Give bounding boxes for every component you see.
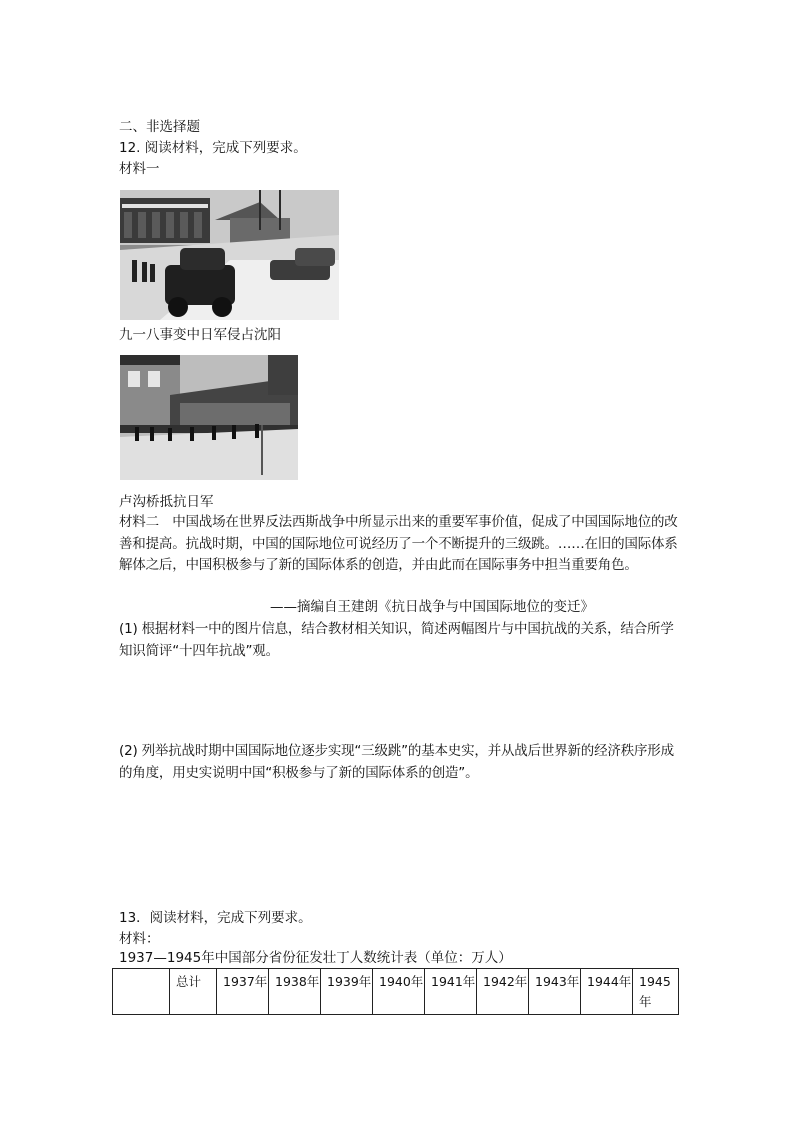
- table-header-cell: 1941年: [425, 969, 477, 1015]
- material2-source: ——摘编自王建朗《抗日战争与中国国际地位的变迁》: [270, 599, 594, 615]
- table-header-cell: 1944年: [581, 969, 633, 1015]
- lugouqiao-resistance-photo: [120, 355, 298, 480]
- q12-part2: (2) 列举抗战时期中国国际地位逐步实现“三级跳”的基本史实，并从战后世界新的经济秩序形成的角度，用史实说明中国“积极参与了新的国际体系的创造”。: [119, 743, 674, 781]
- table-header-cell: 1942年: [477, 969, 529, 1015]
- table-header-cell: [113, 969, 170, 1015]
- q12-part1: (1) 根据材料一中的图片信息，结合教材相关知识，简述两幅图片与中国抗战的关系，结合所学知识简评“十四年抗战”观。: [119, 621, 674, 659]
- table-header-row: [113, 969, 679, 1015]
- caption-shenyang: 九一八事变中日军侵占沈阳: [119, 327, 281, 343]
- table-header-cell: 1939年: [321, 969, 373, 1015]
- table-title: 1937—1945年中国部分省份征发壮丁人数统计表（单位：万人）: [119, 950, 512, 966]
- q12-stem: 12. 阅读材料，完成下列要求。: [119, 140, 307, 156]
- table-header-cell: 1943年: [529, 969, 581, 1015]
- caption-lugouqiao: 卢沟桥抵抗日军: [119, 494, 214, 510]
- section-heading: 二、非选择题: [119, 119, 200, 135]
- conscription-table: [112, 968, 679, 1015]
- material1-label: 材料一: [119, 161, 160, 177]
- table-header-cell: 1937年: [217, 969, 269, 1015]
- shenyang-occupation-photo: [120, 190, 339, 320]
- table-header-cell: 1945年: [633, 969, 679, 1015]
- table-header-cell: 1938年: [269, 969, 321, 1015]
- table-header-cell: 总计: [170, 969, 217, 1015]
- q13-material-label: 材料：: [119, 931, 160, 947]
- table-header-cell: 1940年: [373, 969, 425, 1015]
- q13-stem: 13．阅读材料，完成下列要求。: [119, 910, 312, 926]
- material2-paragraph: 材料二 中国战场在世界反法西斯战争中所显示出来的重要军事价值，促成了中国国际地位的改善和提高。抗战时期，中国的国际地位可说经历了一个不断提升的三级跳。……在旧的国际体系解体之后，中国积极参与了新的国际体系的创造，并由此而在国际事务中担当重要角色。: [119, 514, 678, 573]
